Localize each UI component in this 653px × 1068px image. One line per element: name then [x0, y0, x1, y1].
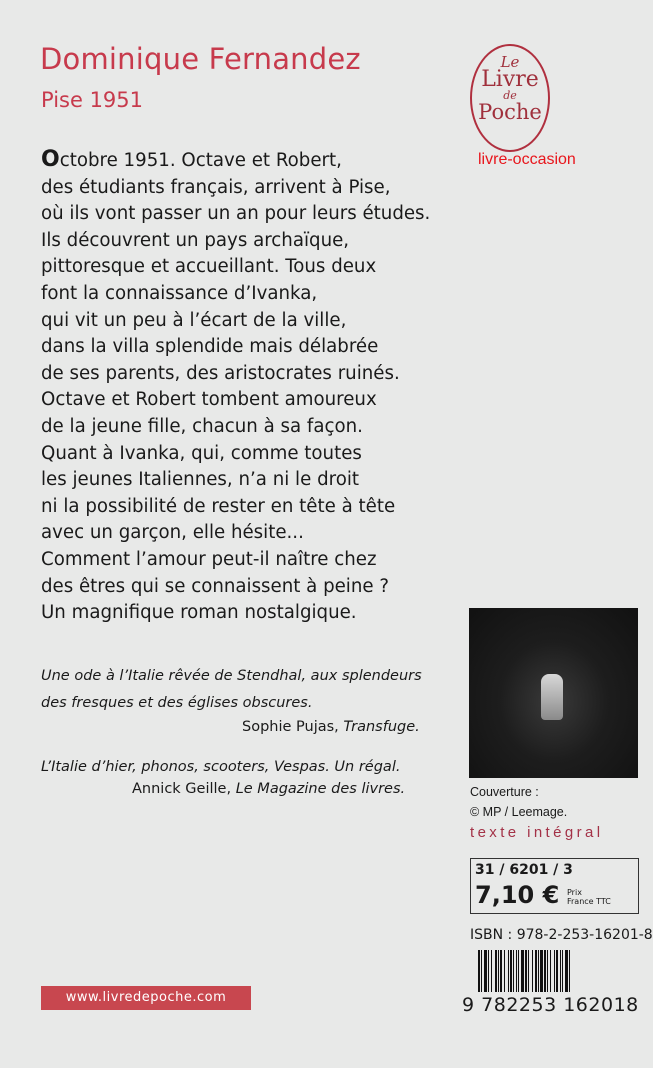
- logo-text: de: [503, 89, 517, 102]
- logo-text: Livre: [481, 67, 539, 92]
- barcode-digits: [462, 994, 639, 1016]
- publisher-logo: [470, 44, 550, 152]
- quote-line: des fresques et des églises obscures.: [41, 694, 313, 711]
- barcode-digit: 162018: [563, 994, 639, 1016]
- blurb-line: Comment l’amour peut-il naître chez: [41, 548, 377, 570]
- credit-line: © MP / Leemage.: [470, 805, 568, 819]
- barcode-bar: [570, 950, 572, 992]
- barcode-digit: 9: [462, 994, 475, 1016]
- blurb-line: Un magnifique roman nostalgique.: [41, 602, 357, 624]
- review-quote: [41, 663, 422, 716]
- book-title: Pise 1951: [41, 88, 144, 112]
- price-label-line: France TTC: [567, 897, 611, 906]
- blurb-line: font la connaissance d’Ivanka,: [41, 282, 318, 304]
- blurb-line: [41, 147, 461, 175]
- price-label-line: Prix: [567, 888, 582, 897]
- price-label: [567, 888, 611, 906]
- blurb-line: de ses parents, des aristocrates ruinés.: [41, 362, 400, 384]
- isbn: ISBN : 978-2-253-16201-8: [470, 927, 653, 943]
- blurb-line: des étudiants français, arrivent à Pise,: [41, 176, 391, 198]
- blurb-line: dans la villa splendide mais délabrée: [41, 336, 379, 358]
- blurb-line: avec un garçon, elle hésite...: [41, 522, 304, 544]
- website-link[interactable]: www.livredepoche.com: [41, 986, 251, 1010]
- cover-photo: [469, 608, 638, 778]
- blurb-line: Ils découvrent un pays archaïque,: [41, 229, 350, 251]
- quote-source: Transfuge.: [343, 719, 420, 735]
- blurb-text: ctobre 1951. Octave et Robert,: [59, 150, 342, 171]
- price: 7,10 €: [475, 881, 560, 909]
- cover-credit: [470, 782, 567, 822]
- blurb-line: des êtres qui se connaissent à peine ?: [41, 575, 390, 597]
- review-quote: [41, 757, 400, 777]
- blurb-line: les jeunes Italiennes, n’a ni le droit: [41, 469, 360, 491]
- blurb-line: pittoresque et accueillant. Tous deux: [41, 256, 377, 278]
- blurb-lines: [41, 175, 461, 627]
- quote-attribution: [242, 717, 420, 737]
- logo-text: Poche: [478, 100, 542, 124]
- credit-line: Couverture :: [470, 785, 539, 799]
- blurb-line: de la jeune fille, chacun à sa façon.: [41, 415, 363, 437]
- blurb-line: ni la possibilité de rester en tête à tête: [41, 495, 396, 517]
- watermark: livre-occasion: [478, 151, 576, 168]
- edition-note: texte intégral: [470, 824, 604, 841]
- quote-author: Annick Geille,: [132, 781, 236, 797]
- quote-line: L’Italie d’hier, phonos, scooters, Vespas. Un régal.: [41, 759, 401, 775]
- blurb-line: où ils vont passer un an pour leurs études.: [41, 203, 431, 225]
- price-box: [470, 858, 639, 914]
- barcode: [478, 950, 638, 992]
- quote-attribution: [132, 779, 405, 799]
- quote-line: Une ode à l’Italie rêvée de Stendhal, aux splendeurs: [41, 668, 422, 684]
- drop-cap: O: [41, 147, 60, 172]
- barcode-digit: 782253: [481, 994, 557, 1016]
- blurb: [41, 147, 461, 627]
- scooter-figure: [541, 674, 563, 720]
- logo-text: Le: [500, 53, 520, 71]
- quote-source: Le Magazine des livres.: [235, 781, 406, 797]
- blurb-line: Octave et Robert tombent amoureux: [41, 389, 377, 411]
- quote-author: Sophie Pujas,: [242, 719, 344, 735]
- blurb-line: qui vit un peu à l’écart de la ville,: [41, 309, 347, 331]
- product-code: 31 / 6201 / 3: [475, 862, 573, 878]
- author-name: Dominique Fernandez: [40, 42, 361, 76]
- blurb-line: Quant à Ivanka, qui, comme toutes: [41, 442, 362, 464]
